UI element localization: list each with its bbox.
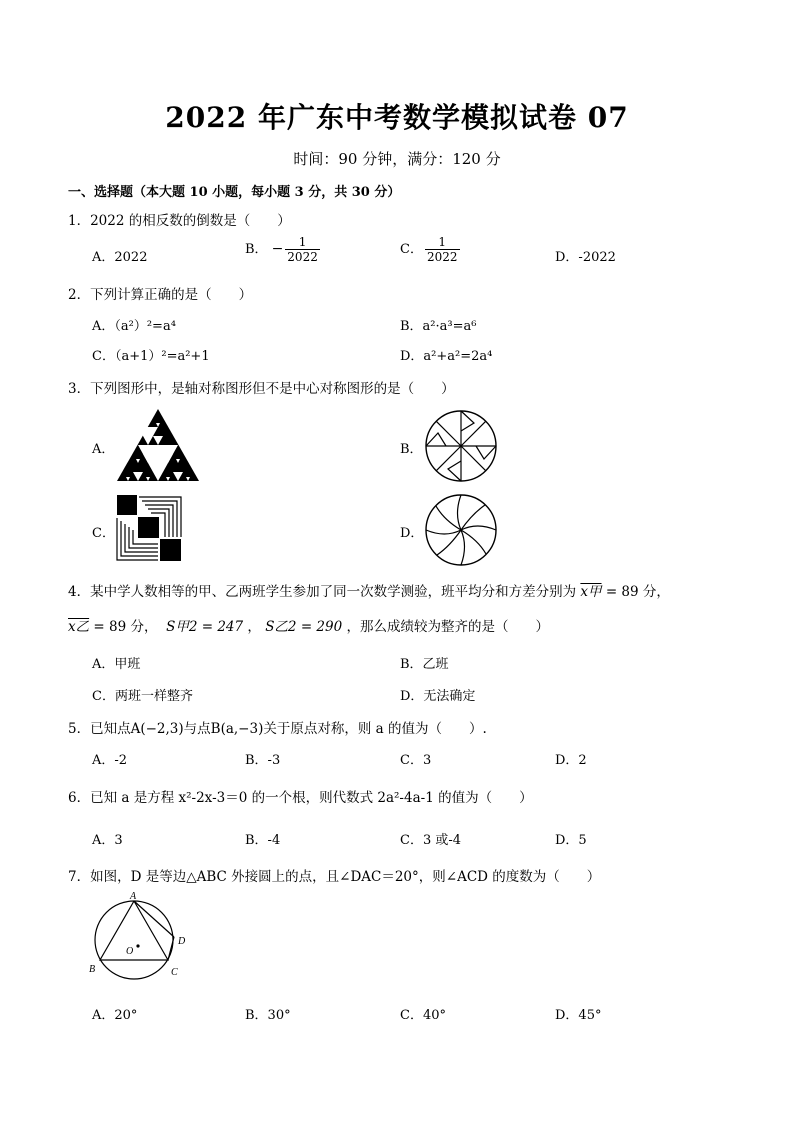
q4-eq1: = 89 分， (605, 584, 670, 600)
q5-option-b: B．-3 (245, 753, 281, 768)
q4-option-a: A．甲班 (92, 657, 141, 672)
q1-option-c (400, 235, 460, 264)
q5-option-a: A．-2 (92, 753, 128, 768)
figure-label-b: B (89, 964, 96, 975)
q1-option-d: D．-2022 (555, 250, 616, 265)
question-3-stem: 3．下列图形中，是轴对称图形但不是中心对称图形的是（ ） (68, 381, 455, 397)
q1-option-b (245, 235, 320, 264)
q1-c-prefix: C． (400, 242, 423, 257)
q3-option-c: C． (92, 526, 115, 541)
q3-option-d: D． (400, 526, 424, 541)
q4-variance-jia: S甲2 = 247 (166, 619, 244, 635)
q4-xbar-yi: x乙 (68, 619, 90, 635)
q1-c-numerator: 1 (438, 235, 447, 249)
question-4-stem-line2: x乙 = 89 分， S甲2 = 247 ， S乙2 = 290 ，那么成绩较为整齐的是（ ） (68, 619, 549, 635)
q1-b-prefix: B． (245, 242, 268, 257)
question-2-stem: 2．下列计算正确的是（ ） (68, 287, 253, 303)
q4-option-c: C．两班一样整齐 (92, 689, 193, 704)
q4-xbar-jia: x甲 (580, 584, 602, 600)
question-6-stem: 6．已知 a 是方程 x²-2x-3＝0 的一个根，则代数式 2a²-4a-1 的值为（ ） (68, 790, 533, 806)
q1-c-fraction (425, 235, 460, 264)
question-5-stem: 5．已知点A(−2,3)与点B(a,−3)关于原点对称，则 a 的值为（ ）. (68, 721, 487, 737)
q6-option-c: C．3 或-4 (400, 833, 462, 848)
q6-option-b: B．-4 (245, 833, 281, 848)
sierpinski-triangle-figure (116, 408, 200, 482)
triangle-circle-figure (86, 892, 198, 982)
q6-option-d: D．5 (555, 833, 587, 848)
q1-b-fraction (285, 235, 320, 264)
figure-label-o: O (126, 946, 134, 957)
q4-stem-end: ，那么成绩较为整齐的是（ ） (346, 619, 549, 635)
section-heading: 一、选择题（本大题 10 小题，每小题 3 分，共 30 分） (68, 185, 401, 200)
q2-option-b: B．a²·a³=a⁶ (400, 319, 477, 334)
q2-option-c: C．（a+1）²=a²+1 (92, 349, 210, 364)
q3-option-b: B． (400, 442, 423, 457)
q4-eq2: = 89 分， (93, 619, 158, 635)
q7-option-a: A．20° (92, 1008, 138, 1023)
q5-option-c: C．3 (400, 753, 432, 768)
question-7-stem: 7．如图，D 是等边△ABC 外接圆上的点，且∠DAC＝20°，则∠ACD 的度数为（ ） (68, 869, 601, 885)
figure-label-c: C (171, 967, 178, 978)
q4-variance-yi: S乙2 = 290 (265, 619, 343, 635)
q1-b-denominator: 2022 (287, 250, 318, 264)
q3-option-a: A． (92, 442, 115, 457)
pinwheel-circle-figure (424, 409, 498, 483)
q2-option-d: D．a²+a²=2a⁴ (400, 349, 493, 364)
q1-c-denominator: 2022 (426, 250, 458, 264)
q1-option-a: A．2022 (92, 250, 148, 265)
q1-b-numerator: 1 (298, 235, 307, 249)
figure-label-d: D (178, 936, 186, 947)
swirl-circle-figure (424, 494, 498, 566)
q2-option-a: A．（a²）²=a⁴ (92, 319, 176, 334)
exam-time-score: 时间：90 分钟，满分：120 分 (293, 150, 501, 168)
q4-option-d: D．无法确定 (400, 689, 476, 704)
striped-squares-figure (116, 494, 182, 562)
q7-option-c: C．40° (400, 1008, 446, 1023)
page-title: 2022 年广东中考数学模拟试卷 07 (165, 101, 629, 134)
question-1-stem: 1．2022 的相反数的倒数是（ ） (68, 213, 291, 229)
q6-option-a: A．3 (92, 833, 123, 848)
q4-stem-text: 4．某中学人数相等的甲、乙两班学生参加了同一次数学测验，班平均分和方差分别为 (68, 584, 577, 600)
question-4-stem-line1 (68, 580, 670, 600)
q4-option-b: B．乙班 (400, 657, 449, 672)
q7-option-b: B．30° (245, 1008, 291, 1023)
figure-label-a: A (130, 891, 137, 902)
q7-option-d: D．45° (555, 1008, 602, 1023)
q5-option-d: D．2 (555, 753, 587, 768)
q1-b-sign: − (271, 241, 284, 257)
